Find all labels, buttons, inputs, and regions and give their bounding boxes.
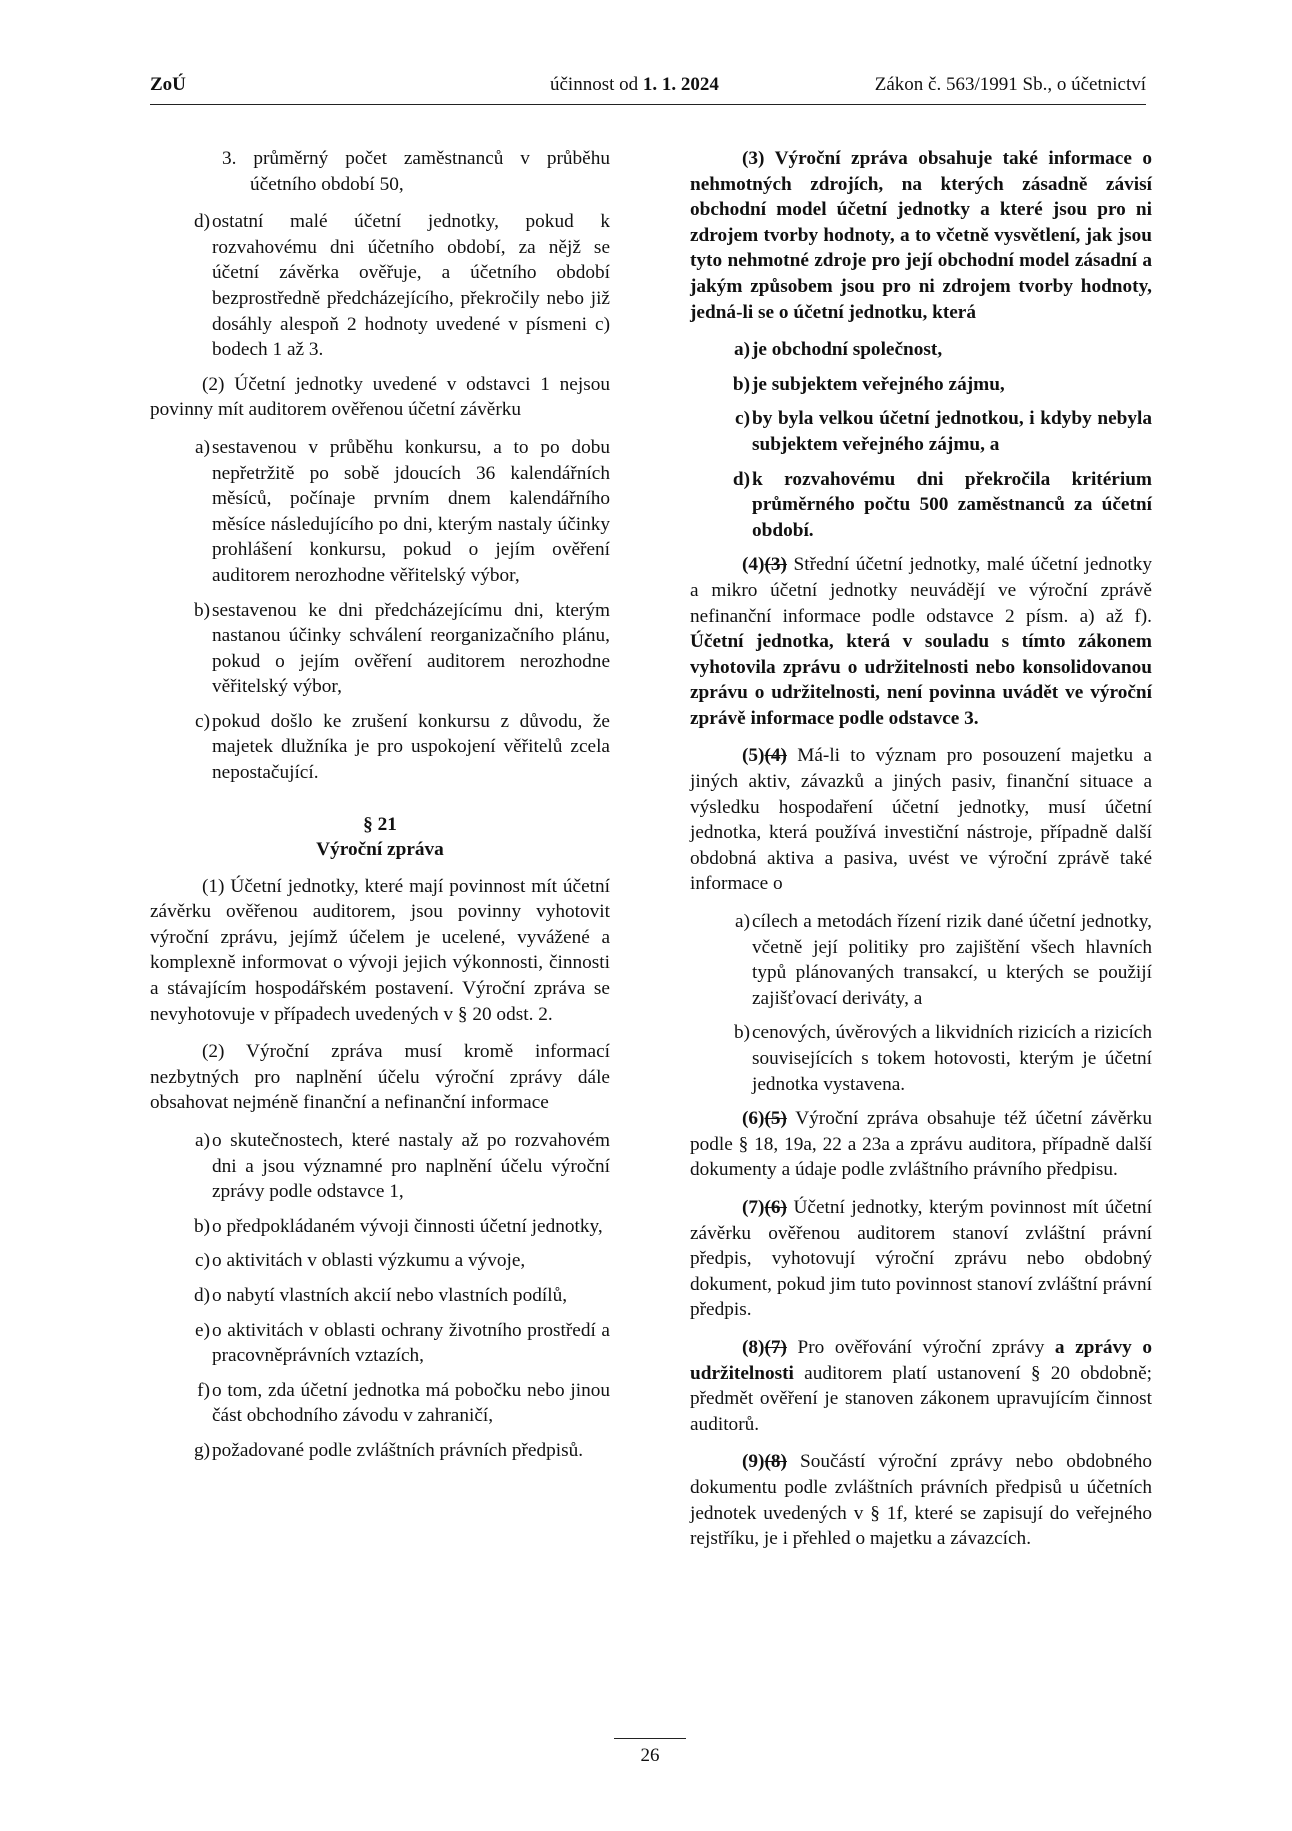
paragraph-21-8: (8)(7) Pro ověřování výroční zprávy a zprávy o udržitelnosti auditorem platí ustanovení § 20 obdobně; předmět ověření je stanoven zákonem upravujícím činnost auditorů. [690, 1336, 1153, 1435]
list-item: a) cílech a metodách řízení rizik dané účetní jednotky, včetně její politiky pro zajištění všech hlavních typů plánovaných transakcí, u kterých se použijí zajišťovací deriváty, a [735, 911, 1152, 1009]
list-item: d) ostatní malé účetní jednotky, pokud k rozvahovému dni účetního období, za nějž se účetní závěrka ověřuje, a účetního období bezprostředně předcházejícího, překročily nebo již dosáhly alespoň 2 hodnoty uvedené v písmeni c) bodech 1 až 3. [193, 211, 610, 361]
paragraph-20-2: (2) Účetní jednotky uvedené v odstavci 1 nejsou povinny mít auditorem ověřenou účetní závěrku [150, 373, 610, 421]
list-item: d) o nabytí vlastních akcií nebo vlastních podílů, [193, 1284, 568, 1306]
page-number: 26 [640, 1745, 660, 1766]
numbered-item-3: 3. průměrný počet zaměstnanců v průběhu účetního období 50, [222, 148, 610, 195]
list-item: d) k rozvahovému dni překročila kritérium průměrného počtu 500 zaměstnanců za účetní období. [732, 468, 1152, 541]
paragraph-21-5: (5)(4) Má-li to význam pro posouzení majetku a jiných aktiv, závazků a jiných pasiv, finanční situace a výsledku hospodaření účetní jednotky, musí účetní jednotka, která používá investiční nástroje, případně další obdobná aktiva a pasiva, uvést ve výroční zprávě také informace o [690, 745, 1152, 895]
header-abbrev: ZoÚ [150, 74, 186, 95]
left-column [150, 146, 610, 1473]
list-item: c) by byla velkou účetní jednotkou, i kdyby nebyla subjektem veřejného zájmu, a [735, 408, 1152, 455]
paragraph-21-1: (1) Účetní jednotky, které mají povinnost mít účetní závěrku ověřenou auditorem, jsou povinny vyhotovit výroční zprávu, jejímž účelem je ucelené, vyvážené a komplexně informovat o vývoji jejich výkonnosti, činnosti a stávajícím hospodářském postavení. Výroční zpráva se nevyhotovuje v případech uvedených v § 20 odst. 2. [150, 875, 610, 1025]
section-number: § 21 [363, 813, 397, 835]
header-effective-date: 1. 1. 2024 [642, 74, 719, 95]
paragraph-21-6: (6)(5) Výroční zpráva obsahuje též účetní závěrku podle § 18, 19a, 22 a 23a a zprávu auditora, případně další dokumenty a údaje podle zvláštního právního předpisu. [690, 1108, 1152, 1181]
list-item: b) cenových, úvěrových a likvidních rizicích a rizicích souvisejících s tokem hotovosti, kterým je účetní jednotka vystavena. [733, 1022, 1152, 1095]
header-law-title: Zákon č. 563/1991 Sb., o účetnictví [874, 74, 1146, 95]
list-item-d [150, 209, 610, 363]
list-item: g) požadované podle zvláštních právních předpisů. [193, 1439, 584, 1461]
list-item: c) o aktivitách v oblasti výzkumu a vývoje, [195, 1250, 526, 1272]
list-item: b) sestavenou ke dni předcházejícímu dni, kterým nastanou účinky schválení reorganizačního plánu, pokud o jejím ověření auditorem nerozhodne věřitelský výbor, [193, 599, 610, 698]
list-21-2 [150, 1128, 610, 1464]
footer-divider [614, 1738, 686, 1739]
paragraph-21-4: (4)(3) Střední účetní jednotky, malé účetní jednotky a mikro účetní jednotky neuvádějí ve výroční zprávě nefinanční informace podle odstavce 2 písm. a) až f). Účetní jednotka, která v souladu s tímto zákonem vyhotovila zprávu o udržitelnosti nebo konsolidovanou zprávu o udržitelnosti, není povinna uvádět ve výroční zprávě informace podle odstavce 3. [690, 554, 1152, 729]
page-header [150, 74, 1146, 105]
list-item: a) je obchodní společnost, [733, 339, 943, 361]
section-heading [150, 812, 610, 862]
list-item: e) o aktivitách v oblasti ochrany životního prostředí a pracovněprávních vztazích, [195, 1319, 610, 1367]
list-20-2 [150, 435, 610, 786]
list-21-5 [690, 909, 1152, 1097]
section-title: Výroční zpráva [316, 838, 444, 860]
paragraph-21-3: (3) Výroční zpráva obsahuje také informace o nehmotných zdrojích, na kterých zásadně závisí obchodní model účetní jednotky a které jsou pro ni zdrojem tvorby hodnoty, a to včetně vysvětlení, jak jsou tyto nehmotné zdroje pro její obchodní model zásadní a jakým způsobem jsou pro ni zdrojem tvorby hodnoty, jedná-li se o účetní jednotku, která [690, 148, 1152, 323]
page-footer [614, 1738, 686, 1767]
paragraph-21-2: (2) Výroční zpráva musí kromě informací nezbytných pro naplnění účelu výroční zprávy dále obsahovat nejméně finanční a nefinanční informace [150, 1041, 610, 1114]
list-item: a) sestavenou v průběhu konkursu, a to po dobu nepřetržitě po sobě jdoucích 36 kalendářních měsíců, počínaje prvním dnem kalendářního měsíce následujícího po dni, kterým nastaly účinky prohlášení konkursu, pokud o jejím ověření auditorem nerozhodne věřitelský výbor, [195, 436, 610, 586]
paragraph-21-7: (7)(6) Účetní jednotky, kterým povinnost mít účetní závěrku ověřenou auditorem stanoví zvláštní právní předpis, vyhotovují výroční zprávu nebo obdobný dokument, pokud jim tuto povinnost stanoví zvláštní právní předpis. [690, 1196, 1152, 1321]
list-item: c) pokud došlo ke zrušení konkursu z důvodu, že majetek dlužníka je pro uspokojení věřitelů zcela nepostačující. [195, 710, 610, 784]
list-item: b) je subjektem veřejného zájmu, [732, 373, 1005, 395]
list-item: f) o tom, zda účetní jednotka má pobočku nebo jinou část obchodního závodu v zahraničí, [197, 1379, 610, 1427]
header-effective: účinnost od 1. 1. 2024 [550, 74, 719, 95]
list-item: a) o skutečnostech, které nastaly až po rozvahovém dni a jsou významné pro naplnění účelu výroční zprávy podle odstavce 1, [195, 1130, 610, 1203]
list-21-3 [690, 337, 1152, 543]
right-column [690, 146, 1152, 1564]
paragraph-21-9: (9)(8) Součástí výroční zprávy nebo obdobného dokumentu podle zvláštních právních předpisů u účetních jednotek uvedených v § 1f, které se zapisují do veřejného rejstříku, je i přehled o majetku a závazcích. [690, 1451, 1152, 1550]
list-item: b) o předpokládaném vývoji činnosti účetní jednotky, [193, 1215, 603, 1237]
